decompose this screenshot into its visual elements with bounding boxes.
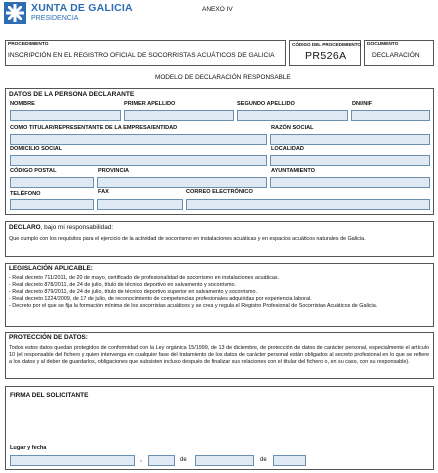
month-field[interactable] bbox=[195, 455, 254, 466]
year-field[interactable] bbox=[273, 455, 306, 466]
document-value: DECLARACIÓN bbox=[372, 52, 420, 59]
legislacion-item: - Real decreto 879/2011, de 24 de julio, título de técnico deportivo superior en salvamento y socorrismo. bbox=[9, 289, 258, 296]
nif-field[interactable] bbox=[351, 110, 430, 121]
proteccion-title: PROTECCIÓN DE DATOS: bbox=[9, 334, 88, 341]
telefono-label: TELÉFONO bbox=[10, 191, 41, 197]
nombre-label: NOMBRE bbox=[10, 101, 35, 107]
titular-field[interactable] bbox=[10, 134, 267, 145]
procedure-text: INSCRIPCIÓN EN EL REGISTRO OFICIAL DE SOCORRISTAS ACUÁTICOS DE GALICIA bbox=[8, 52, 275, 59]
legislacion-item: - Decreto por el que se fija la formación mínima de los socorristas acuáticos y se crea y regula el Registro Profesional de Socorristas Acuáticos de Galicia. bbox=[9, 303, 378, 310]
de-label-1: de bbox=[180, 457, 187, 463]
legislacion-item: - Real decreto 711/2011, de 20 de mayo, certificado de profesionalidad de socorrismo en instalaciones acuáticas. bbox=[9, 275, 280, 281]
firma-title: FIRMA DEL SOLICITANTE bbox=[10, 392, 89, 399]
provincia-label: PROVINCIA bbox=[98, 168, 130, 174]
person-section-title: DATOS DE LA PERSONA DECLARANTE bbox=[9, 91, 135, 98]
declaro-text: Que cumplo con los requisitos para el ejercicio de la actividad de socorrismo en instalaciones acuáticas y en espacios acuáticos naturales de Galicia. bbox=[9, 236, 366, 242]
legislacion-item: - Real decreto 878/2011, de 24 de julio, título de técnico deportivo en salvamento y socorrismo. bbox=[9, 282, 237, 289]
procedure-label: PROCEDIMIENTO bbox=[8, 42, 49, 47]
declaro-title-rest: , bajo mi responsabilidad: bbox=[40, 224, 114, 231]
legislacion-list bbox=[9, 275, 427, 310]
primer-apellido-label: PRIMER APELLIDO bbox=[124, 101, 176, 107]
proteccion-text: Todos estos datos quedan protegidos de conformidad con la Ley orgánica 15/1999, de 13 de diciembre, de protección de datos de carácter personal, especialmente el artículo 10 (el responsable del fichero y quien intervenga en cualquier fase del tratamiento de los datos de carácter personal están obligados al secreto profesional en lo que se refiere a los datos y al deber de guardarlos, obligaciones que subsisten incluso después de finalizar sus relaciones con el titular del fichero o, en su caso, con su responsable). bbox=[9, 345, 429, 366]
codigo-postal-field[interactable] bbox=[10, 177, 94, 188]
localidad-label: LOCALIDAD bbox=[271, 146, 304, 152]
logo-subtitle: PRESIDENCIA bbox=[31, 15, 79, 22]
logo-title: XUNTA DE GALICIA bbox=[31, 2, 133, 14]
fax-label: FAX bbox=[98, 189, 109, 195]
nif-label: DNI/NIF bbox=[352, 101, 373, 107]
date-comma: , bbox=[140, 456, 142, 463]
razon-social-field[interactable] bbox=[270, 134, 430, 145]
titular-label: COMO TITULAR/REPRESENTANTE DE LA EMPRESA/ENTIDAD bbox=[10, 125, 178, 131]
localidad-field[interactable] bbox=[270, 155, 430, 166]
segundo-apellido-label: SEGUNDO APELLIDO bbox=[237, 101, 295, 107]
fax-field[interactable] bbox=[97, 199, 183, 210]
xunta-logo bbox=[4, 2, 26, 24]
nombre-field[interactable] bbox=[10, 110, 121, 121]
lugar-field[interactable] bbox=[10, 455, 135, 466]
correo-label: CORREO ELECTRÓNICO bbox=[186, 189, 253, 195]
ayuntamiento-label: AYUNTAMIENTO bbox=[271, 168, 316, 174]
ayuntamiento-field[interactable] bbox=[270, 177, 430, 188]
segundo-apellido-field[interactable] bbox=[237, 110, 348, 121]
model-title: MODELO DE DECLARACIÓN RESPONSABLE bbox=[155, 74, 291, 81]
domicilio-label: DOMICILIO SOCIAL bbox=[10, 146, 63, 152]
domicilio-field[interactable] bbox=[10, 155, 267, 166]
annex-label: ANEXO IV bbox=[202, 6, 233, 13]
razon-social-label: RAZÓN SOCIAL bbox=[271, 125, 314, 131]
declaro-title-strong: DECLARO bbox=[9, 224, 41, 231]
day-field[interactable] bbox=[148, 455, 175, 466]
code-label: CÓDIGO DEL PROCEDIMIENTO bbox=[292, 42, 361, 47]
provincia-field[interactable] bbox=[97, 177, 267, 188]
primer-apellido-field[interactable] bbox=[124, 110, 234, 121]
declaro-title bbox=[9, 225, 113, 231]
de-label-2: de bbox=[260, 457, 267, 463]
correo-field[interactable] bbox=[186, 199, 430, 210]
lugar-label: Lugar y fecha bbox=[10, 445, 47, 451]
legislacion-item: - Real decreto 1224/2009, de 17 de julio, de reconocimiento de competencias profesionales adquiridas por experiencia laboral. bbox=[9, 296, 312, 303]
codigo-postal-label: CÓDIGO POSTAL bbox=[10, 168, 57, 174]
legislacion-title: LEGISLACIÓN APLICABLE: bbox=[9, 265, 93, 272]
xunta-emblem-icon bbox=[4, 2, 26, 24]
document-label: DOCUMENTO bbox=[367, 42, 399, 47]
code-value: PR526A bbox=[305, 50, 347, 62]
telefono-field[interactable] bbox=[10, 199, 94, 210]
